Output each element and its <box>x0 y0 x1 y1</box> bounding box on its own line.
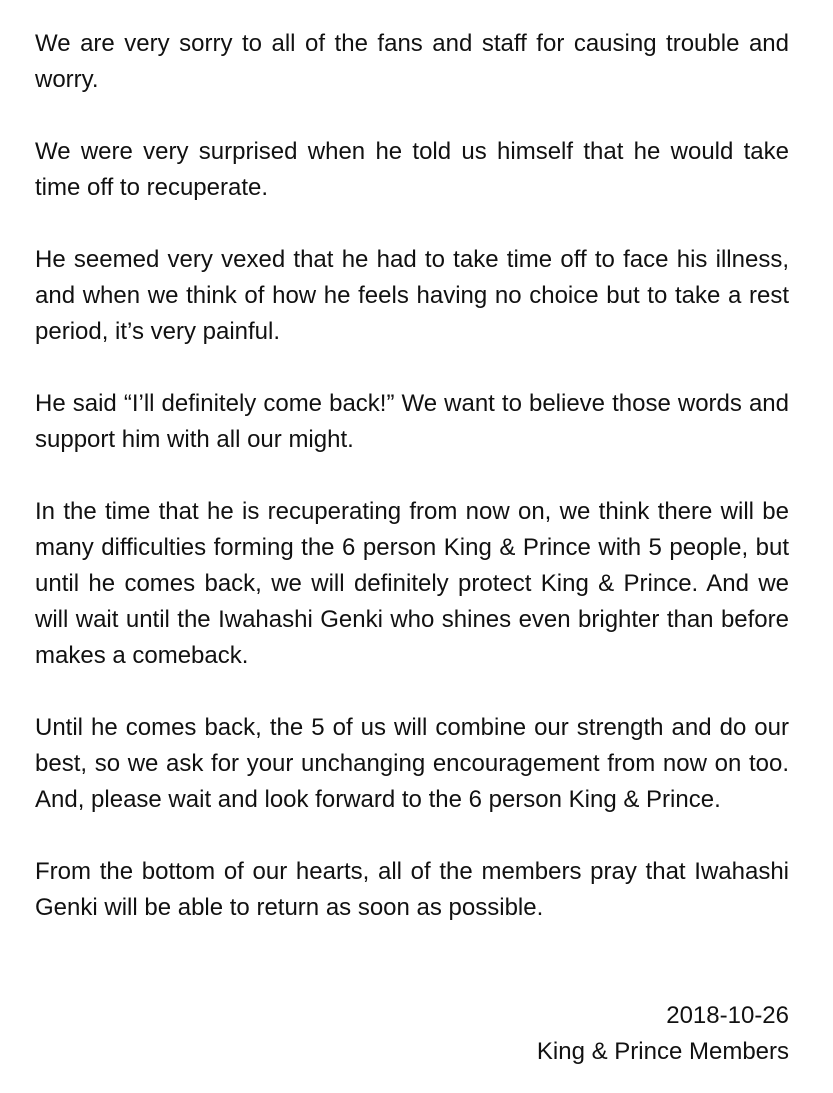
letter-signature <box>537 998 789 1070</box>
closing-paragraph: From the bottom of our hearts, all of the members pray that Iwahashi Genki will be able to return as soon as possible. <box>35 858 789 921</box>
return-promise-paragraph: He said “I’ll definitely come back!” We want to believe those words and support him with all our might. <box>35 390 789 453</box>
apology-paragraph: We are very sorry to all of the fans and staff for causing trouble and worry. <box>35 30 789 93</box>
encouragement-paragraph: Until he comes back, the 5 of us will combine our strength and do our best, so we ask for your unchanging encouragement from now on too. And, please wait and look forward to the 6 person King & Prince. <box>35 714 789 813</box>
surprise-paragraph: We were very surprised when he told us himself that he would take time off to recuperate. <box>35 138 789 201</box>
letter-date: 2018-10-26 <box>666 1002 789 1029</box>
illness-paragraph: He seemed very vexed that he had to take time off to face his illness, and when we think of how he feels having no choice but to take a rest period, it’s very painful. <box>35 246 789 345</box>
letter-body <box>35 26 789 962</box>
group-commitment-paragraph: In the time that he is recuperating from now on, we think there will be many difficulties forming the 6 person King & Prince with 5 people, but until he comes back, we will definitely protect King & Prince. And we will wait until the Iwahashi Genki who shines even brighter than before makes a comeback. <box>35 498 789 669</box>
signature-name: King & Prince Members <box>536 1038 789 1065</box>
